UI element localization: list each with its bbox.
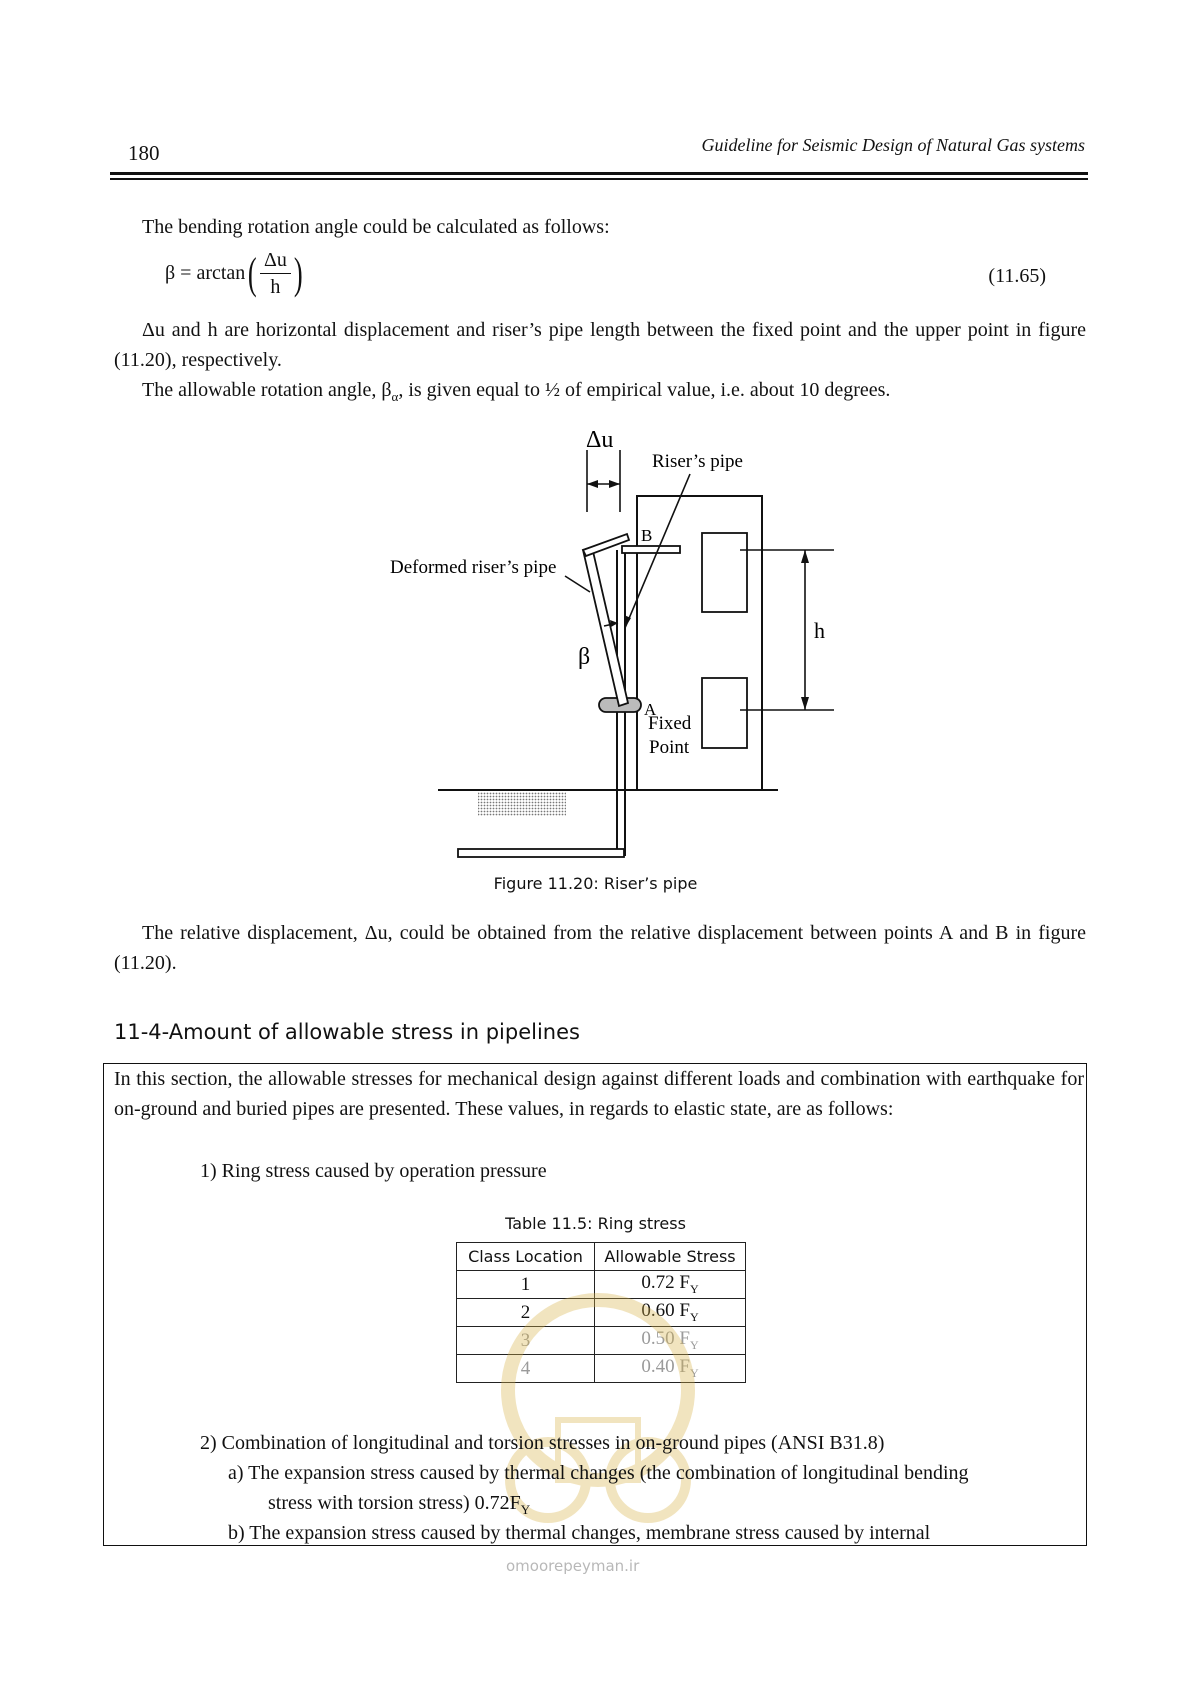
table-header-row [457,1243,746,1271]
stress-subscript: Y [689,1365,699,1380]
du-arrow-left [587,480,598,488]
p3-text-a: The allowable rotation angle, β [142,379,392,401]
left-paren: ( [248,248,258,298]
paragraph-relative-displacement: The relative displacement, Δu, could be obtained from the relative displacement between points A and B in figure (11.20). [114,922,1086,974]
label-beta: β [578,644,591,670]
item-2a-line1: a) The expansion stress caused by thermal changes (the combination of longitudinal bending [228,1462,969,1484]
paragraph-intro: The bending rotation angle could be calculated as follows: [142,216,610,238]
header-rule-thick [110,172,1088,175]
right-paren: ) [293,248,303,298]
cell-class: 3 [457,1327,595,1355]
soil-hatch [478,792,566,816]
item-2b: b) The expansion stress caused by thermal changes, membrane stress caused by internal [228,1522,931,1544]
stress-subscript: Y [689,1281,699,1296]
stress-value: 0.60 F [641,1300,690,1322]
equation-number: (11.65) [988,265,1046,287]
cell-class: 4 [457,1355,595,1383]
page-number: 180 [128,141,160,165]
h-arrow-up [801,550,809,563]
figure-caption: Figure 11.20: Riser’s pipe [493,874,698,893]
stress-value: 0.50 F [641,1328,690,1350]
equation-denominator: h [270,276,281,298]
header-rule-thin [110,178,1088,180]
header-allowable-stress: Allowable Stress [595,1243,746,1271]
stress-value: 0.40 F [641,1356,690,1378]
label-h: h [814,618,825,643]
building-window-upper [702,533,747,612]
stress-subscript: Y [689,1309,699,1324]
label-du: Δu [586,427,614,453]
building-window-lower [702,678,747,748]
equation-fraction [260,247,291,300]
cell-class: 2 [457,1299,595,1327]
riser-top-arm [622,546,680,553]
item-2a-subscript: Y [520,1502,531,1517]
item-ring-stress: 1) Ring stress caused by operation pressure [200,1160,547,1182]
h-arrow-down [801,697,809,710]
stress-subscript: Y [689,1337,699,1352]
underground-pipe [458,849,624,857]
stress-value: 0.72 F [641,1272,690,1294]
watermark-site: omoorepeyman.ir [506,1557,640,1575]
label-point: Point [649,737,690,758]
item-combination-stresses: 2) Combination of longitudinal and torsion stresses in on-ground pipes (ANSI B31.8) [200,1432,885,1454]
p3-subscript: α [391,389,399,404]
label-deformed-riser: Deformed riser’s pipe [390,557,557,578]
deformed-riser-pipe [583,547,628,706]
section-heading: 11-4-Amount of allowable stress in pipelines [114,1020,580,1044]
equation-11-65 [165,247,306,307]
cell-class: 1 [457,1271,595,1299]
paragraph-allowable-angle [114,375,1086,412]
deformed-leader [565,576,590,592]
box-intro-paragraph: In this section, the allowable stresses for mechanical design against different loads and combination with earthquake for on-ground and buried pipes are presented. These values, in regards to elastic state, are as follows: [114,1068,1084,1120]
table-caption: Table 11.5: Ring stress [505,1214,686,1233]
equation-numerator: Δu [260,247,291,274]
paragraph-definitions: Δu and h are horizontal displacement and riser’s pipe length between the fixed point and the upper point in figure (11.20), respectively. [114,319,1086,371]
label-riser-pipe: Riser’s pipe [652,451,743,472]
label-a: A [644,700,657,719]
riser-pipe-figure [0,420,1191,880]
header-class-location: Class Location [457,1243,595,1271]
equation-lhs: β = arctan [165,262,246,284]
item-2a-text: stress with torsion stress) 0.72F [268,1492,521,1514]
p3-text-b: , is given equal to ½ of empirical value, i.e. about 10 degrees. [398,379,891,401]
du-arrow-right [609,480,620,488]
label-fixed: Fixed [648,713,692,734]
label-b: B [641,526,653,545]
running-title: Guideline for Seismic Design of Natural Gas systems [701,135,1085,155]
